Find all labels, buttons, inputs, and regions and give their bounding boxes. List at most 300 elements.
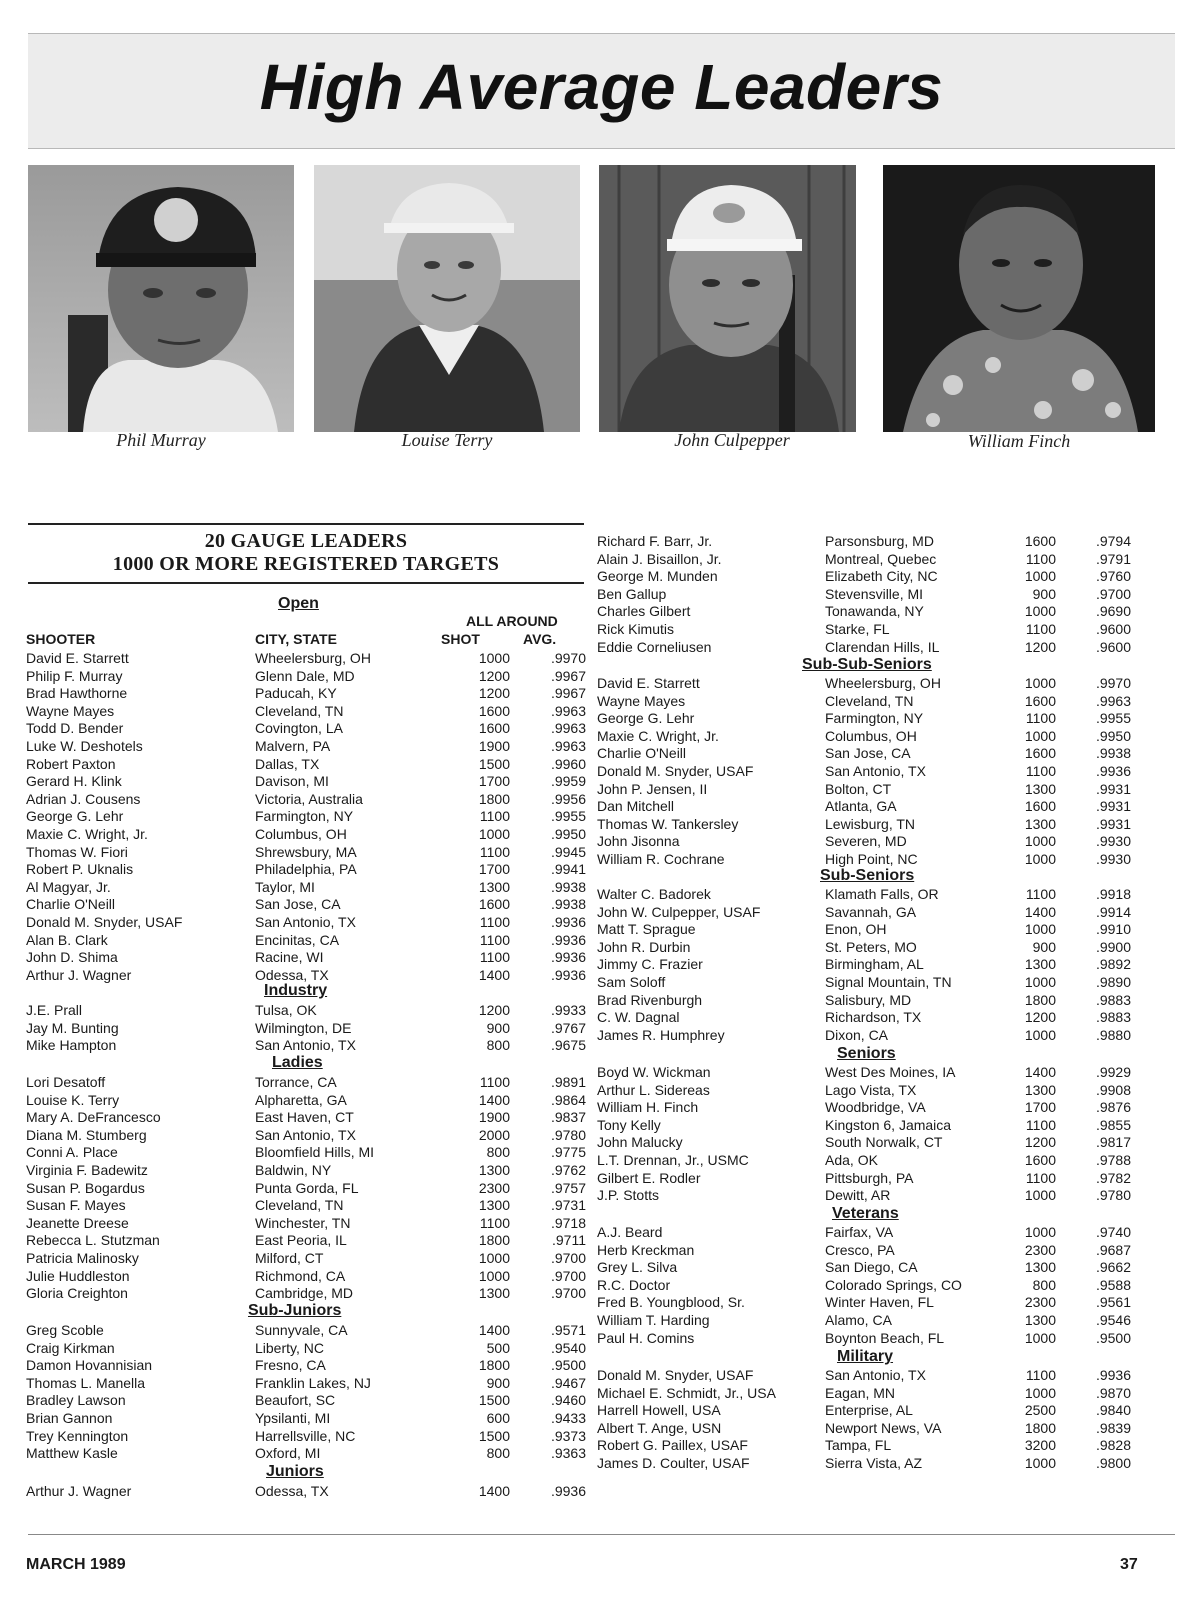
leader-row: [597, 973, 1135, 991]
city-state: Ypsilanti, MI: [255, 1410, 331, 1426]
shooter-name: Diana M. Stumberg: [26, 1126, 147, 1143]
shooter-name: Herb Kreckman: [597, 1241, 695, 1258]
shot-count: 2300: [478, 1179, 510, 1196]
leader-row: [597, 1098, 1135, 1116]
city-state: Fairfax, VA: [825, 1224, 894, 1240]
shooter-name: John W. Culpepper, USAF: [597, 903, 761, 920]
shooter-name: Eddie Corneliusen: [597, 638, 712, 655]
average: .9880: [1095, 1026, 1131, 1043]
shooter-name: Walter C. Badorek: [597, 886, 711, 902]
shot-count: 1100: [1025, 710, 1056, 727]
shot-count: 2000: [478, 1126, 510, 1143]
leader-row: [26, 1284, 590, 1302]
leader-row: [597, 885, 1135, 903]
section-heading-industry: Industry: [264, 982, 328, 999]
city-state: Franklin Lakes, NJ: [255, 1374, 371, 1391]
shooter-name: William H. Finch: [597, 1099, 699, 1116]
shot-count: 800: [486, 1037, 510, 1054]
city-state: Cresco, PA: [825, 1241, 895, 1258]
city-state: Liberty, NC: [255, 1339, 324, 1356]
shooter-name: Boyd W. Wickman: [597, 1064, 711, 1080]
footer-rule: [28, 1534, 1175, 1535]
shooter-name: Greg Scoble: [26, 1322, 104, 1338]
city-state: Richmond, CA: [255, 1267, 346, 1284]
shot-count: 1000: [1024, 1026, 1056, 1043]
city-state: Newport News, VA: [825, 1419, 942, 1436]
average: .9870: [1095, 1384, 1131, 1401]
shooter-name: Richard F. Barr, Jr.: [597, 533, 713, 549]
section-heading-juniors: Juniors: [266, 1463, 324, 1480]
leader-row: [26, 1427, 590, 1445]
city-state: Dixon, CA: [825, 1026, 889, 1043]
city-state: Cleveland, TN: [255, 702, 344, 719]
shot-count: 1900: [478, 1109, 510, 1126]
shot-count: 1600: [1024, 1152, 1056, 1168]
page-title: High Average Leaders: [259, 51, 944, 123]
shooter-name: Gloria Creighton: [26, 1285, 128, 1302]
leader-row: [597, 903, 1135, 921]
leader-row: [597, 1063, 1135, 1081]
leader-row: [26, 1267, 590, 1285]
city-state: Parsonsburg, MD: [825, 533, 934, 549]
photo-william-finch: [883, 165, 1155, 432]
shooter-name: Philip F. Murray: [26, 667, 123, 684]
photo-caption: Phil Murray: [116, 430, 206, 450]
average: .9918: [1095, 886, 1131, 902]
average: .9690: [1095, 603, 1131, 620]
section-heading-veterans: Veterans: [832, 1205, 899, 1222]
average: .9938: [1095, 745, 1131, 762]
shot-count: 1300: [478, 1162, 510, 1178]
leader-row: [597, 550, 1135, 568]
shot-count: 1000: [478, 650, 510, 666]
average: .9600: [1095, 621, 1131, 637]
average: .9791: [1095, 550, 1131, 567]
city-state: Elizabeth City, NC: [825, 568, 938, 585]
shot-count: 1600: [1024, 533, 1056, 549]
city-state: East Haven, CT: [255, 1109, 354, 1126]
shooter-name: Maxie C. Wright, Jr.: [26, 826, 148, 842]
photo-caption: Louise Terry: [401, 430, 493, 450]
average: .9931: [1095, 780, 1131, 797]
average: .9963: [550, 720, 586, 737]
shooter-name: Charlie O'Neill: [26, 896, 116, 913]
city-state: Bolton, CT: [825, 780, 892, 797]
shot-count: 1700: [478, 861, 510, 878]
leader-row: [26, 843, 590, 861]
leader-row: [597, 762, 1135, 780]
leader-row: [26, 1036, 590, 1054]
leader-row: [597, 532, 1135, 550]
leader-row: [26, 1196, 590, 1214]
shot-count: 2300: [1024, 1241, 1056, 1258]
leader-row: [26, 1001, 590, 1019]
average: .9588: [1095, 1276, 1131, 1293]
average: .9780: [1095, 1187, 1131, 1204]
average: .9938: [550, 896, 586, 913]
city-state: Alamo, CA: [825, 1312, 892, 1328]
leader-row: [26, 1482, 590, 1500]
city-state: South Norwalk, CT: [825, 1134, 943, 1151]
shooter-name: Mike Hampton: [26, 1037, 117, 1054]
shot-count: 900: [1032, 938, 1056, 955]
leader-row: [26, 1179, 590, 1197]
shooter-name: John Malucky: [597, 1134, 683, 1151]
shooter-name: Alan B. Clark: [26, 931, 108, 948]
city-state: Oxford, MI: [255, 1445, 321, 1462]
leader-row: [26, 1161, 590, 1179]
section-heading-ladies: Ladies: [272, 1054, 323, 1071]
shot-count: 500: [486, 1339, 510, 1356]
leader-row: [26, 1356, 590, 1374]
shooter-name: Donald M. Snyder, USAF: [597, 1367, 754, 1383]
leader-row: [597, 1384, 1135, 1402]
average: .9828: [1095, 1437, 1131, 1454]
shooter-name: Robert P. Uknalis: [26, 861, 134, 878]
leader-row: [26, 807, 590, 825]
leader-row: [597, 1454, 1135, 1472]
shot-count: 1100: [479, 1074, 510, 1090]
leader-row: [26, 790, 590, 808]
header-shooter: SHOOTER: [26, 631, 96, 647]
shooter-name: Virginia F. Badewitz: [26, 1162, 148, 1178]
shooter-name: Charlie O'Neill: [597, 745, 687, 762]
leader-row: [597, 1401, 1135, 1419]
shooter-name: Arthur J. Wagner: [26, 1483, 132, 1499]
average: .9941: [550, 861, 586, 878]
shot-count: 1500: [478, 1392, 510, 1409]
title-banner: [28, 33, 1175, 149]
average: .9700: [550, 1250, 586, 1266]
leader-row: [26, 772, 590, 790]
shot-count: 1300: [1024, 1312, 1056, 1328]
city-state: Salisbury, MD: [825, 991, 912, 1008]
shot-count: 1300: [478, 878, 510, 895]
shot-count: 1000: [1024, 974, 1056, 990]
leader-row: [26, 825, 590, 843]
leader-row: [597, 1241, 1135, 1259]
average: .9775: [550, 1144, 586, 1161]
city-state: Farmington, NY: [255, 808, 354, 825]
city-state: Tonawanda, NY: [825, 603, 924, 620]
shot-count: 1000: [1024, 1224, 1056, 1240]
shot-count: 1200: [478, 685, 510, 702]
shooter-name: Thomas W. Tankersley: [597, 815, 739, 832]
average: .9571: [550, 1322, 586, 1338]
leader-row: [597, 938, 1135, 956]
shooter-name: Arthur J. Wagner: [26, 966, 132, 983]
leader-row: [26, 719, 590, 737]
city-state: Glenn Dale, MD: [255, 667, 355, 684]
average: .9782: [1095, 1169, 1131, 1186]
section-heading-sub-sub-seniors: Sub-Sub-Seniors: [802, 656, 932, 673]
shooter-name: Jimmy C. Frazier: [597, 956, 703, 973]
shot-count: 1100: [479, 843, 510, 860]
leader-row: [597, 1169, 1135, 1187]
average: .9900: [1095, 938, 1131, 955]
shooter-name: William T. Harding: [597, 1312, 710, 1328]
city-state: Punta Gorda, FL: [255, 1179, 359, 1196]
shot-count: 800: [1032, 1276, 1056, 1293]
shot-count: 1600: [1024, 745, 1056, 762]
average: .9546: [1095, 1312, 1131, 1328]
shot-count: 1800: [478, 1357, 510, 1374]
shooter-name: Gerard H. Klink: [26, 773, 122, 790]
city-state: High Point, NC: [825, 851, 918, 867]
average: .9700: [1095, 585, 1131, 602]
leader-row: [26, 1091, 590, 1109]
average: .9970: [550, 650, 586, 666]
average: .9788: [1095, 1152, 1131, 1168]
shooter-name: George G. Lehr: [26, 808, 124, 825]
leader-row: [26, 1073, 590, 1091]
shooter-name: Fred B. Youngblood, Sr.: [597, 1294, 745, 1311]
average: .9945: [550, 843, 586, 860]
average: .9955: [550, 808, 586, 825]
shot-count: 1000: [1024, 851, 1056, 867]
shooter-name: Trey Kennington: [26, 1427, 129, 1444]
leader-row: [597, 585, 1135, 603]
shooter-name: Jeanette Dreese: [26, 1214, 129, 1231]
shot-count: 800: [486, 1144, 510, 1161]
city-state: Tampa, FL: [825, 1437, 892, 1454]
city-state: Winchester, TN: [255, 1214, 351, 1231]
shot-count: 1200: [1024, 1009, 1056, 1026]
leader-row: [597, 620, 1135, 638]
shooter-name: Robert Paxton: [26, 755, 116, 772]
shot-count: 1300: [1024, 1081, 1056, 1098]
shot-count: 800: [486, 1445, 510, 1462]
shooter-name: Mary A. DeFrancesco: [26, 1109, 161, 1126]
header-city-state: CITY, STATE: [255, 631, 337, 647]
shot-count: 1100: [1025, 1169, 1056, 1186]
city-state: Wheelersburg, OH: [825, 675, 941, 691]
average: .9931: [1095, 798, 1131, 815]
shooter-name: Harrell Howell, USA: [597, 1402, 721, 1419]
city-state: Davison, MI: [255, 773, 329, 790]
box-title-line2: 1000 OR MORE REGISTERED TARGETS: [112, 553, 500, 575]
header-avg: AVG.: [523, 631, 557, 647]
leader-row: [26, 895, 590, 913]
city-state: Signal Mountain, TN: [825, 974, 952, 990]
section-heading-open: Open: [278, 595, 319, 612]
average: .9936: [550, 931, 586, 948]
city-state: Encinitas, CA: [255, 931, 340, 948]
leader-row: [597, 832, 1135, 850]
average: .9908: [1095, 1081, 1131, 1098]
average: .9963: [550, 702, 586, 719]
leader-row: [597, 674, 1135, 692]
leader-row: [26, 667, 590, 685]
shot-count: 900: [486, 1019, 510, 1036]
leader-row: [26, 1374, 590, 1392]
shot-count: 1000: [1024, 1187, 1056, 1204]
shot-count: 1600: [1024, 798, 1056, 815]
shooter-name: Julie Huddleston: [26, 1267, 130, 1284]
city-state: Winter Haven, FL: [825, 1294, 934, 1311]
city-state: Enon, OH: [825, 921, 887, 938]
leader-row: [597, 1116, 1135, 1134]
section-heading-seniors: Seniors: [837, 1045, 896, 1062]
shot-count: 1000: [1024, 1384, 1056, 1401]
city-state: Shrewsbury, MA: [255, 843, 357, 860]
shot-count: 1800: [478, 1232, 510, 1249]
leader-row: [597, 920, 1135, 938]
city-state: Montreal, Quebec: [825, 550, 937, 567]
city-state: Dallas, TX: [255, 755, 320, 772]
average: .9956: [550, 790, 586, 807]
average: .9963: [550, 738, 586, 754]
shot-count: 1600: [1024, 692, 1056, 709]
shot-count: 1100: [479, 931, 510, 948]
shooter-name: J.E. Prall: [26, 1002, 83, 1018]
shooter-name: Robert G. Paillex, USAF: [597, 1437, 748, 1454]
shot-count: 1400: [1024, 1064, 1056, 1080]
shot-count: 1000: [1024, 603, 1056, 620]
city-state: Pittsburgh, PA: [825, 1169, 914, 1186]
city-state: Woodbridge, VA: [825, 1099, 926, 1116]
leader-row: [597, 744, 1135, 762]
shot-count: 1100: [1025, 550, 1056, 567]
average: .9970: [1095, 675, 1131, 691]
shooter-name: Brian Gannon: [26, 1410, 113, 1426]
city-state: Wilmington, DE: [255, 1019, 352, 1036]
average: .9890: [1095, 974, 1131, 990]
average: .9800: [1095, 1455, 1131, 1471]
leader-row: [26, 1126, 590, 1144]
city-state: Clarendan Hills, IL: [825, 638, 940, 655]
photo-phil-murray: [28, 165, 294, 432]
shooter-name: Ben Gallup: [597, 585, 667, 602]
shooter-name: James D. Coulter, USAF: [597, 1455, 750, 1471]
shooter-name: Lori Desatoff: [26, 1074, 106, 1090]
leader-row: [597, 1293, 1135, 1311]
leader-row: [597, 1366, 1135, 1384]
section-heading-sub-juniors: Sub-Juniors: [248, 1302, 342, 1319]
city-state: Lago Vista, TX: [825, 1081, 917, 1098]
shot-count: 1600: [478, 720, 510, 737]
city-state: Philadelphia, PA: [255, 861, 357, 878]
city-state: Richardson, TX: [825, 1009, 922, 1026]
box-top-rule: [28, 523, 584, 525]
shooter-name: Wayne Mayes: [597, 692, 686, 709]
average: .9600: [1095, 638, 1131, 655]
shooter-name: Gilbert E. Rodler: [597, 1169, 701, 1186]
leader-row: [26, 1214, 590, 1232]
shooter-name: Conni A. Place: [26, 1144, 118, 1161]
shot-count: 1300: [1024, 956, 1056, 973]
leader-row: [26, 702, 590, 720]
shooter-name: J.P. Stotts: [597, 1187, 659, 1204]
city-state: San Antonio, TX: [255, 1126, 356, 1143]
leader-row: [26, 913, 590, 931]
shooter-name: David E. Starrett: [597, 675, 700, 691]
shooter-name: Tony Kelly: [597, 1116, 661, 1133]
average: .9967: [550, 667, 586, 684]
average: .9561: [1095, 1294, 1131, 1311]
shot-count: 1400: [1024, 903, 1056, 920]
leader-row: [597, 602, 1135, 620]
shooter-name: L.T. Drennan, Jr., USMC: [597, 1152, 749, 1168]
leader-row: [26, 737, 590, 755]
city-state: Milford, CT: [255, 1250, 324, 1266]
shot-count: 1000: [1024, 1455, 1056, 1471]
city-state: Baldwin, NY: [255, 1162, 332, 1178]
average: .9460: [550, 1392, 586, 1409]
city-state: San Antonio, TX: [825, 763, 926, 779]
average: .9936: [550, 949, 586, 966]
shot-count: 1300: [478, 1197, 510, 1214]
shooter-name: John P. Jensen, II: [597, 780, 708, 797]
average: .9675: [550, 1037, 586, 1054]
leader-row: [26, 860, 590, 878]
average: .9837: [550, 1109, 586, 1126]
leader-row: [26, 948, 590, 966]
leader-row: [597, 727, 1135, 745]
average: .9967: [550, 685, 586, 702]
average: .9883: [1095, 991, 1131, 1008]
average: .9938: [550, 878, 586, 895]
average: .9687: [1095, 1241, 1131, 1258]
box-title-line1: 20 GAUGE LEADERS: [204, 530, 408, 552]
leader-row: [26, 931, 590, 949]
city-state: Sunnyvale, CA: [255, 1322, 348, 1338]
average: .9929: [1095, 1064, 1131, 1080]
shooter-name: James R. Humphrey: [597, 1026, 725, 1043]
leader-row: [597, 1276, 1135, 1294]
shooter-name: David E. Starrett: [26, 650, 129, 666]
shooter-name: Matthew Kasle: [26, 1445, 118, 1462]
leader-row: [597, 1258, 1135, 1276]
leader-row: [597, 1133, 1135, 1151]
leader-row: [597, 1329, 1135, 1347]
leader-row: [26, 1391, 590, 1409]
average: .9500: [550, 1357, 586, 1374]
shooter-name: Donald M. Snyder, USAF: [26, 914, 183, 930]
shot-count: 900: [486, 1374, 510, 1391]
shooter-name: Rebecca L. Stutzman: [26, 1232, 160, 1249]
box-bottom-rule: [28, 582, 584, 584]
city-state: Kingston 6, Jamaica: [825, 1116, 952, 1133]
leader-row: [597, 692, 1135, 710]
shooter-name: Rick Kimutis: [597, 621, 675, 637]
city-state: Harrellsville, NC: [255, 1427, 356, 1444]
average: .9930: [1095, 851, 1131, 867]
shooter-name: Adrian J. Cousens: [26, 790, 141, 807]
leader-row: [597, 709, 1135, 727]
shot-count: 1000: [1024, 727, 1056, 744]
city-state: Alpharetta, GA: [255, 1091, 347, 1108]
shot-count: 1400: [478, 1322, 510, 1338]
average: .9740: [1095, 1224, 1131, 1240]
leader-row: [26, 684, 590, 702]
city-state: Cleveland, TN: [825, 692, 914, 709]
city-state: San Antonio, TX: [255, 1037, 356, 1054]
shot-count: 1200: [1024, 638, 1056, 655]
city-state: Ada, OK: [825, 1152, 878, 1168]
shot-count: 1100: [479, 914, 510, 930]
city-state: Odessa, TX: [255, 966, 329, 983]
city-state: Fresno, CA: [255, 1357, 326, 1374]
city-state: San Jose, CA: [825, 745, 911, 762]
shooter-name: Susan F. Mayes: [26, 1197, 126, 1214]
average: .9936: [1095, 1367, 1131, 1383]
shot-count: 600: [486, 1410, 510, 1426]
leader-row: [597, 1081, 1135, 1099]
photo-caption: John Culpepper: [674, 430, 790, 450]
city-state: Klamath Falls, OR: [825, 886, 939, 902]
average: .9883: [1095, 1009, 1131, 1026]
